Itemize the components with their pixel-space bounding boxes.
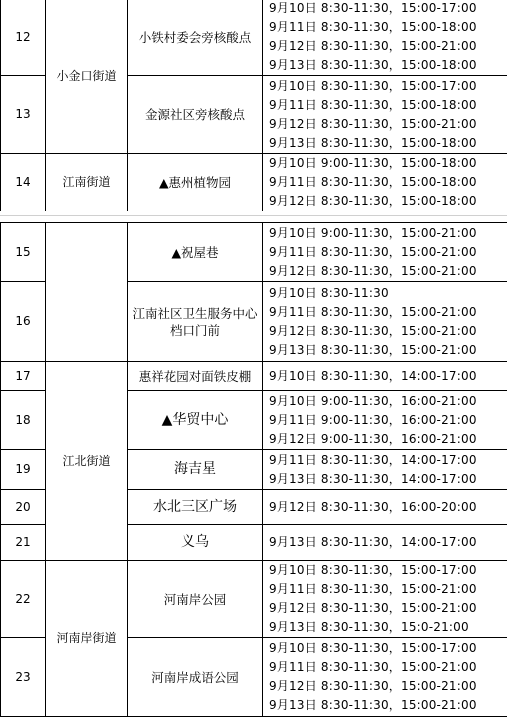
site-name-cell [128,76,263,154]
site-name: 水北三区广场 [153,498,237,515]
table-row [1,0,507,76]
schedule-cell [263,561,507,638]
street-cell-empty [46,223,128,362]
schedule-line: 9月10日 9:00-11:30，16:00-21:00 [269,393,477,408]
schedule-line: 9月11日 9:00-11:30，16:00-21:00 [269,412,477,427]
schedule-line: 9月12日 8:30-11:30，15:00-18:00 [269,194,477,208]
schedule-line: 9月12日 9:00-11:30，16:00-21:00 [269,431,477,446]
schedule-line: 9月12日 8:30-11:30，15:00-21:00 [269,679,477,693]
schedule-line: 9月11日 8:30-11:30，15:00-18:00 [269,97,477,112]
site-name: 金源社区旁核酸点 [144,107,245,122]
schedule-line: 9月10日 9:00-11:30，15:00-18:00 [269,156,477,170]
street-name: 河南岸街道 [46,561,128,717]
row-number: 23 [1,638,46,717]
schedule-line: 9月10日 8:30-11:30，15:00-17:00 [269,1,477,15]
table-row [1,223,507,282]
schedule-cell [263,638,507,717]
site-name: 义乌 [181,534,209,550]
schedule-line: 9月11日 8:30-11:30，15:00-18:00 [269,175,477,189]
schedule-line: 9月13日 8:30-11:30，15:00-21:00 [269,698,477,712]
row-number: 12 [1,0,46,76]
row-number: 14 [1,154,46,212]
testing-sites-table-part1 [0,0,507,212]
schedule-cell [263,154,507,212]
page-break [0,211,507,221]
schedule-line: 9月10日 8:30-11:30 [269,285,389,300]
schedule-line: 9月13日 8:30-11:30，14:00-17:00 [269,471,477,486]
row-number: 21 [1,525,46,561]
row-number: 20 [1,490,46,525]
site-name: ▲惠州植物园 [158,175,232,190]
schedule-line: 9月11日 8:30-11:30，15:00-21:00 [269,660,477,674]
schedule-cell [263,450,507,490]
schedule-line: 9月11日 8:30-11:30，15:00-18:00 [269,20,477,34]
site-name-cell [128,223,263,282]
site-name-cell [128,561,263,638]
schedule-cell [263,223,507,282]
schedule-line: 9月11日 8:30-11:30，14:00-17:00 [269,452,477,467]
schedule-line: 9月13日 8:30-11:30，15:00-21:00 [269,342,477,357]
row-number: 16 [1,282,46,362]
row-number: 22 [1,561,46,638]
schedule-line: 9月13日 8:30-11:30，15:0-21:00 [269,620,469,634]
site-name: 海吉星 [174,461,216,477]
schedule-line: 9月11日 8:30-11:30，15:00-21:00 [269,582,477,596]
site-name: 小铁村委会旁核酸点 [138,29,252,45]
street-name: 小金口街道 [46,0,128,154]
schedule-cell [263,490,507,525]
schedule-line: 9月12日 8:30-11:30，16:00-20:00 [269,499,477,514]
schedule-cell [263,76,507,154]
site-name: 河南岸成语公园 [151,669,239,685]
schedule-line: 9月12日 8:30-11:30，15:00-21:00 [269,116,477,131]
row-number: 17 [1,362,46,391]
schedule-line: 9月13日 8:30-11:30，15:00-18:00 [269,58,477,72]
table-row [1,154,507,212]
table-row [1,561,507,638]
site-name: 江南社区卫生服务中心档口门前 [132,305,258,338]
site-name-cell [128,154,263,212]
schedule-line: 9月10日 9:00-11:30，15:00-21:00 [269,225,477,240]
schedule-line: 9月11日 8:30-11:30，15:00-21:00 [269,304,477,319]
row-number: 13 [1,76,46,154]
schedule-line: 9月12日 8:30-11:30，15:00-21:00 [269,39,477,53]
schedule-line: 9月12日 8:30-11:30，15:00-21:00 [269,263,477,278]
street-name: 江北街道 [46,362,128,561]
schedule-line: 9月10日 8:30-11:30，15:00-17:00 [269,641,477,655]
site-name: 惠祥花园对面铁皮棚 [138,368,252,384]
site-name-cell [128,0,263,76]
site-name-cell [128,525,263,561]
site-name-cell [128,362,263,391]
schedule-line: 9月10日 8:30-11:30，14:00-17:00 [269,368,477,383]
schedule-line: 9月10日 8:30-11:30，15:00-17:00 [269,563,477,577]
site-name-cell [128,638,263,717]
site-name: 河南岸公园 [163,591,227,607]
table-row [1,362,507,391]
testing-sites-table-part2 [0,222,507,717]
site-name: ▲华贸中心 [161,411,229,428]
schedule-cell [263,391,507,450]
schedule-line: 9月10日 8:30-11:30，15:00-17:00 [269,78,477,93]
page-break-line [0,215,507,216]
site-name: ▲祝屋巷 [171,244,219,260]
row-number: 18 [1,391,46,450]
row-number: 19 [1,450,46,490]
street-name: 江南街道 [46,154,128,212]
schedule-line: 9月11日 8:30-11:30，15:00-21:00 [269,244,477,259]
site-name-cell [128,490,263,525]
schedule-line: 9月12日 8:30-11:30，15:00-21:00 [269,601,477,615]
site-name-cell [128,450,263,490]
row-number: 15 [1,223,46,282]
schedule-cell [263,282,507,362]
schedule-cell [263,362,507,391]
schedule-line: 9月13日 8:30-11:30，15:00-18:00 [269,135,477,150]
site-name-cell [128,391,263,450]
schedule-cell [263,0,507,76]
schedule-cell [263,525,507,561]
schedule-line: 9月12日 8:30-11:30，15:00-21:00 [269,323,477,338]
site-name-cell [128,282,263,362]
schedule-line: 9月13日 8:30-11:30，14:00-17:00 [269,535,477,549]
